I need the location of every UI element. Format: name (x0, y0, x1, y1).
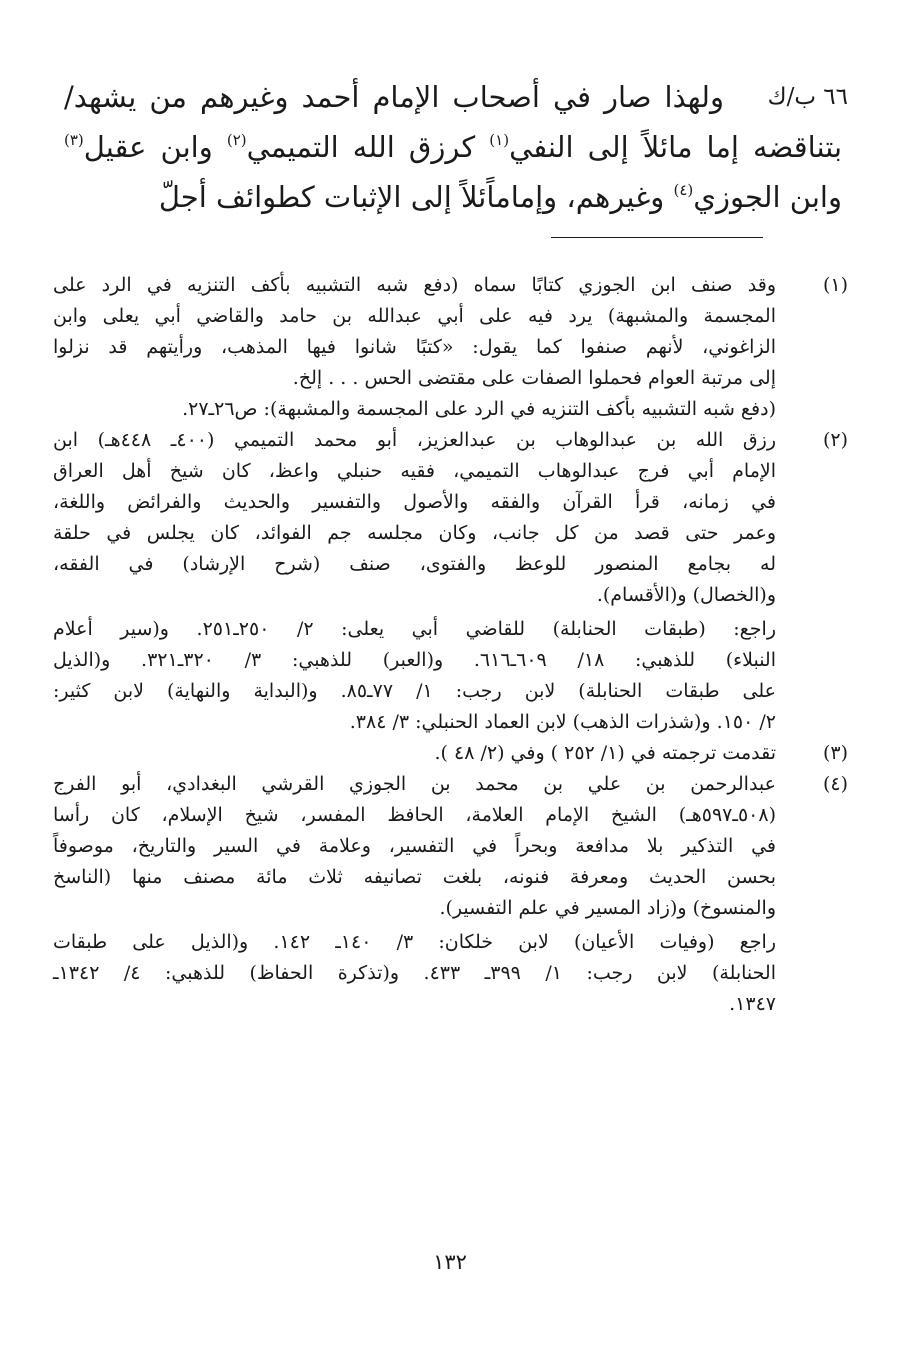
main-text-block (64, 72, 842, 222)
footnote-references (53, 927, 776, 1020)
footnote-line: وعمر حتى قصد من كل جانب، وكان مجلسه جم الفوائد، كان يجلس في حلقة (53, 522, 776, 544)
footnote-references (53, 614, 776, 738)
footnote-line: عبدالرحمن بن علي بن محمد بن الجوزي القرشي البغدادي، أبو الفرج (53, 773, 776, 795)
footnote-number: (٢) (822, 429, 848, 451)
footnote-1 (53, 270, 848, 425)
footnote-number: (٤) (822, 773, 848, 795)
main-line-3-part-2: وغيرهم، وإماماًئلاً إلى الإثبات كطوائف أجلّ (158, 180, 665, 214)
footnote-number: (١) (822, 274, 848, 296)
footnote-line: و(الخصال) و(الأقسام). (596, 584, 776, 606)
footnote-ref-2: (٢) (226, 131, 247, 149)
main-line-1: ولهذا صار في أصحاب الإمام أحمد وغيرهم من يشهد/ (64, 80, 724, 114)
reference-line: على طبقات الحنابلة) لابن رجب: ١/ ٧٧ـ٨٥. و(البداية والنهاية) لابن كثير: (53, 680, 776, 702)
footnote-3 (53, 738, 848, 769)
footnote-line: رزق الله بن عبدالوهاب بن عبدالعزيز، أبو محمد التميمي (٤٠٠ـ ٤٤٨هـ) ابن (53, 429, 776, 451)
footnote-line: الإمام أبي فرج عبدالوهاب التميمي، فقيه حنبلي واعظ، كان شيخ أهل العراق (53, 460, 776, 482)
reference-line: النبلاء) للذهبي: ١٨/ ٦٠٩ـ٦١٦. و(العبر) للذهبي: ٣/ ٣٢٠ـ٣٢١. و(الذيل (53, 649, 776, 671)
footnote-line: (٥٠٨ـ٥٩٧هـ) الشيخ الإمام العلامة، الحافظ المفسر، شيخ الإسلام، كان رأسا (53, 804, 776, 826)
main-line-2 (64, 122, 842, 172)
footnote-line: بحسن الحديث ومعرفة فنونه، بلغت تصانيفه ثلاث مائة مصنف منها (الناسخ (53, 866, 776, 888)
footnote-line: وقد صنف ابن الجوزي كتابًا سماه (دفع شبه التشبيه بأكف التنزيه في الرد على (53, 274, 776, 296)
page-number: ١٣٢ (433, 1250, 467, 1274)
footnote-line: إلى مرتبة العوام فحملوا الصفات على مقتضى الحس . . . إلخ. (292, 367, 776, 389)
main-line-2-part-2: كرزق الله التميمي (246, 130, 476, 164)
footnote-line: والمنسوخ) و(زاد المسير في علم التفسير). (439, 897, 776, 919)
footnote-number: (٣) (822, 742, 848, 764)
footnote-ref-1: (١) (489, 131, 510, 149)
main-line-2-part-1: بتناقضه إما مائلاً إلى النفي (509, 130, 843, 164)
reference-line: الحنابلة) لابن رجب: ١/ ٣٩٩ـ ٤٣٣. و(تذكرة الحفاظ) للذهبي: ٤/ ١٣٤٢ـ (53, 962, 776, 984)
footnote-ref-3: (٣) (64, 131, 84, 149)
reference-line: ١٣٤٧. (729, 993, 776, 1015)
reference-line: راجع: (طبقات الحنابلة) للقاضي أبي يعلى: ٢/ ٢٥٠ـ٢٥١. و(سير أعلام (53, 618, 776, 640)
reference-line: راجع (وفيات الأعيان) لابن خلكان: ٣/ ١٤٠ـ ١٤٢. و(الذيل على طبقات (53, 931, 776, 953)
footnote-ref-4: (٤) (673, 181, 694, 199)
footnote-line: في التذكير بلا مدافعة وبحراً في التفسير، وعلامة في السير والتاريخ، موصوفاً (53, 835, 776, 857)
main-line-3 (64, 172, 842, 222)
footnote-line: المجسمة والمشبهة) يرد فيه على أبي عبدالله بن حامد والقاضي أبي يعلى وابن (53, 305, 776, 327)
main-line-3-part-1: وابن الجوزي (693, 180, 842, 214)
footnote-separator (551, 237, 763, 238)
footnotes-section (53, 270, 848, 1020)
reference-line: ٢/ ١٥٠. و(شذرات الذهب) لابن العماد الحنبلي: ٣/ ٣٨٤. (349, 711, 776, 733)
footnote-4 (53, 769, 848, 1020)
main-line-2-part-3: وابن عقيل (83, 130, 213, 164)
footnote-line: في زمانه، قرأ القرآن والفقه والأصول والتفسير والحديث والفرائض واللغة، (53, 491, 776, 513)
footnote-line: تقدمت ترجمته في (١/ ٢٥٢ ) وفي (٢/ ٤٨ ). (434, 742, 776, 764)
footnote-2 (53, 425, 848, 738)
footnote-source-line: (دفع شبه التشبيه بأكف التنزيه في الرد على المجسمة والمشبهة): ص٢٦ـ٢٧. (182, 398, 776, 420)
footnote-line: الزاغوني، لأنهم صنفوا كما يقول: «كتبًا شانوا فيها المذهب، ورأيتهم قد نزلوا (53, 336, 776, 358)
manuscript-folio-note: ٦٦ ب/ك (767, 84, 848, 110)
footnote-line: له بجامع المنصور للوعظ والفتوى، صنف (شرح الإرشاد) في الفقه، (53, 553, 776, 575)
